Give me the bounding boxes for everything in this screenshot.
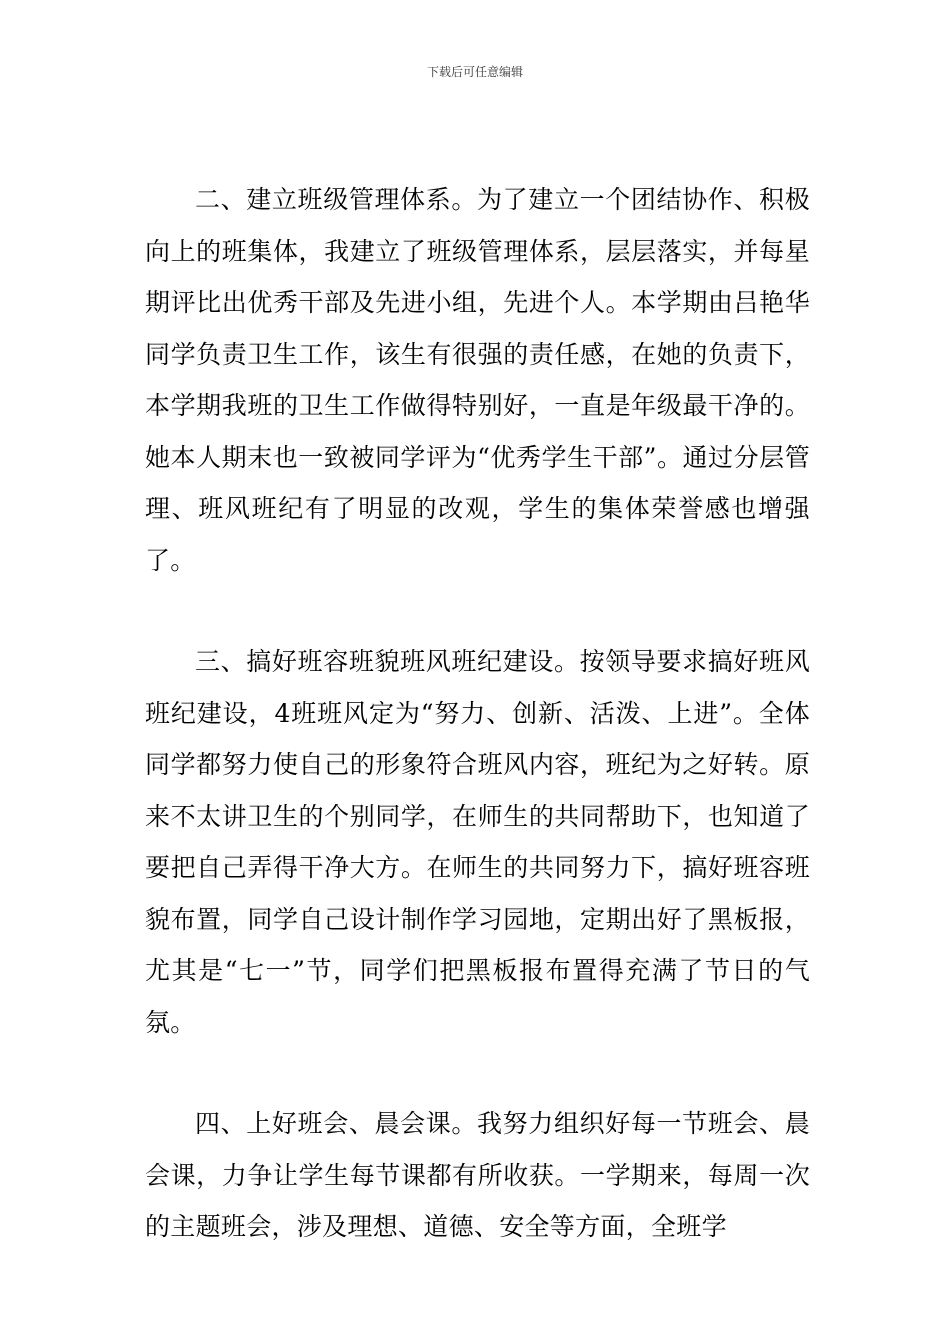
document-body <box>145 174 810 1253</box>
paragraph-class-meetings: 四、上好班会、晨会课。我努力组织好每一节班会、晨会课，力争让学生每节课都有所收获。一学期来，每周一次的主题班会，涉及理想、道德、安全等方面，全班学 <box>145 1109 810 1241</box>
page-header-note: 下载后可任意编辑 <box>426 65 523 79</box>
paragraph-class-management: 二、建立班级管理体系。为了建立一个团结协作、积极向上的班集体，我建立了班级管理体系，层层落实，并每星期评比出优秀干部及先进小组，先进个人。本学期由吕艳华同学负责卫生工作，该生有很强的责任感，在她的负责下，本学期我班的卫生工作做得特别好，一直是年级最干净的。她本人期末也一致被同学评为“优秀学生干部”。通过分层管理、班风班纪有了明显的改观，学生的集体荣誉感也增强了。 <box>145 185 810 575</box>
paragraph-class-style: 三、搞好班容班貌班风班纪建设。按领导要求搞好班风班纪建设，4班班风定为“努力、创新、活泼、上进”。全体同学都努力使自己的形象符合班风内容，班纪为之好转。原来不太讲卫生的个别同学，在师生的共同帮助下，也知道了要把自己弄得干净大方。在师生的共同努力下，搞好班容班貌布置，同学自己设计制作学习园地，定期出好了黑板报，尤其是“七一”节，同学们把黑板报布置得充满了节日的气氛。 <box>145 647 810 1037</box>
